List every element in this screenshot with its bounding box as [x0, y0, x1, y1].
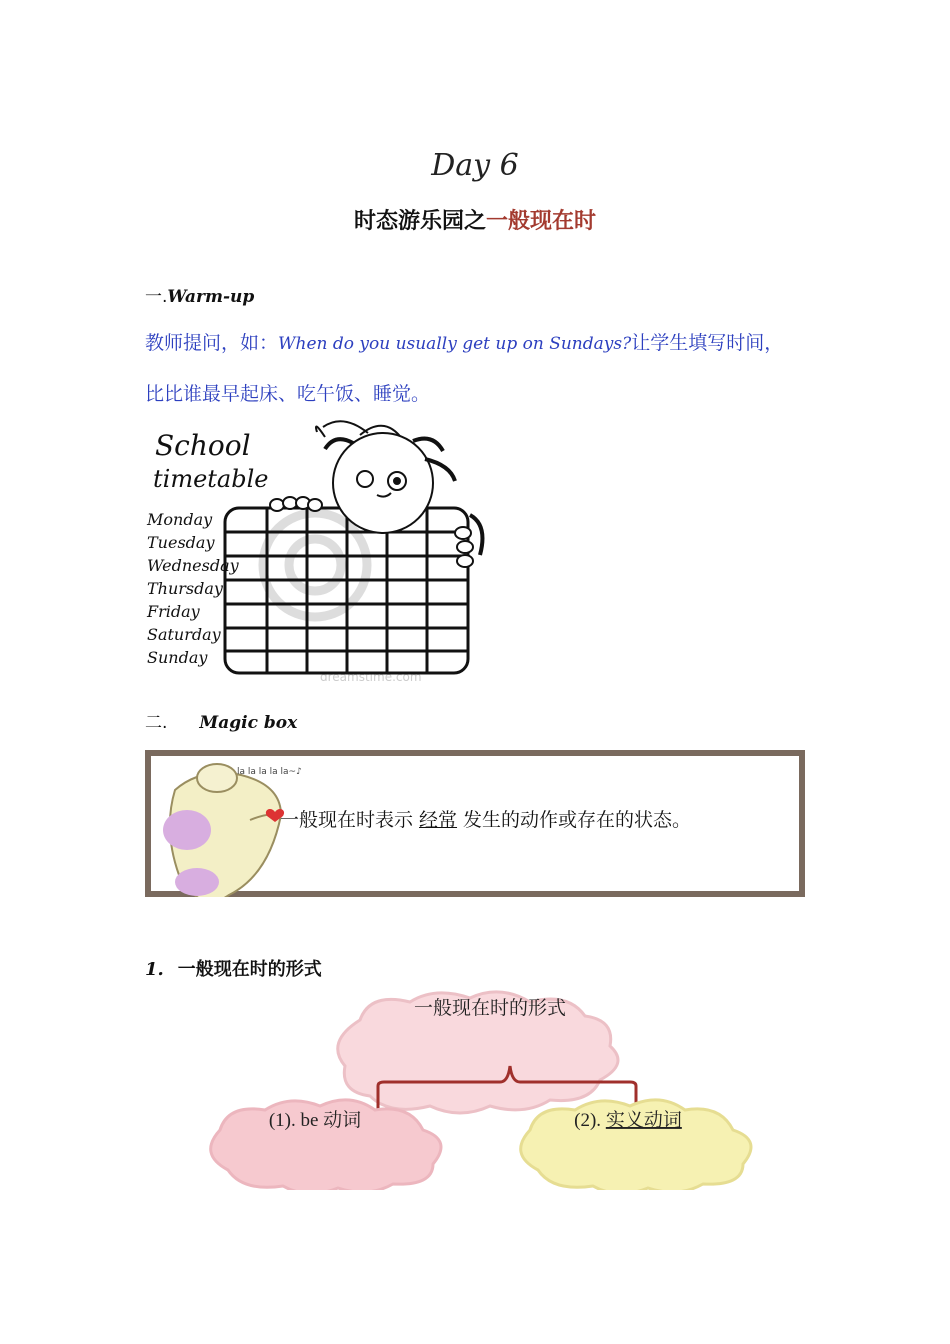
forms-heading: [145, 955, 322, 981]
day-label: Thursday: [147, 579, 223, 598]
timetable-title-line2: timetable: [153, 465, 269, 493]
instruction-suffix: 让学生填写时间，: [631, 332, 784, 354]
magic-box-number: 二.: [145, 713, 168, 733]
day-label: Wednesday: [147, 556, 239, 575]
instruction-prefix: 教师提问，如：: [145, 332, 279, 354]
day-label: Saturday: [147, 625, 221, 644]
forms-diagram: [200, 990, 780, 1190]
forms-number: 1.: [145, 959, 164, 980]
statement-underlined: 经常: [419, 809, 458, 831]
magic-box-heading: [145, 708, 297, 733]
timetable-grid: [225, 508, 468, 673]
root-cloud-label: 一般现在时的形式: [413, 998, 567, 1019]
day-label: Friday: [147, 602, 200, 621]
instruction-question: When do you usually get up on Sundays?: [278, 334, 632, 354]
subtitle-highlight: 一般现在时: [486, 209, 597, 234]
warmup-instruction-line2: 比比谁最早起床、吃午饭、睡觉。: [145, 383, 431, 405]
school-timetable-illustration: [145, 415, 490, 690]
action-verb-underlined: 实义动词: [605, 1110, 682, 1131]
be-verb-label: (1). be 动词: [268, 1110, 362, 1131]
action-verb-cloud: [521, 1100, 751, 1190]
day-label: Sunday: [147, 648, 208, 667]
warmup-title: Warm-up: [167, 287, 255, 307]
statement-before: 一般现在时表示: [280, 809, 414, 831]
warmup-instruction-line1: [145, 328, 783, 355]
day-label: Tuesday: [147, 533, 215, 552]
page-title: Day 6: [431, 148, 519, 183]
forms-title: 一般现在时的形式: [177, 959, 322, 980]
warmup-number: 一.: [145, 287, 168, 307]
be-verb-cloud: [211, 1100, 441, 1190]
bubble-text: la la la la la~♪: [237, 767, 302, 777]
action-verb-prefix: (2).: [574, 1110, 606, 1131]
warmup-heading: [145, 282, 254, 307]
watermark-text: dreamstime.com: [320, 670, 422, 684]
statement-after: 发生的动作或存在的状态。: [463, 809, 692, 831]
page-subtitle: [0, 204, 950, 235]
watermark-logo: [263, 513, 367, 617]
root-cloud: [338, 992, 618, 1113]
magic-box-statement: [280, 805, 691, 832]
magic-box-title: Magic box: [199, 713, 298, 733]
day-label: Monday: [147, 510, 213, 529]
timetable-title-line1: School: [155, 429, 251, 462]
action-verb-label: [574, 1109, 682, 1131]
subtitle-prefix: 时态游乐园之: [353, 209, 486, 234]
